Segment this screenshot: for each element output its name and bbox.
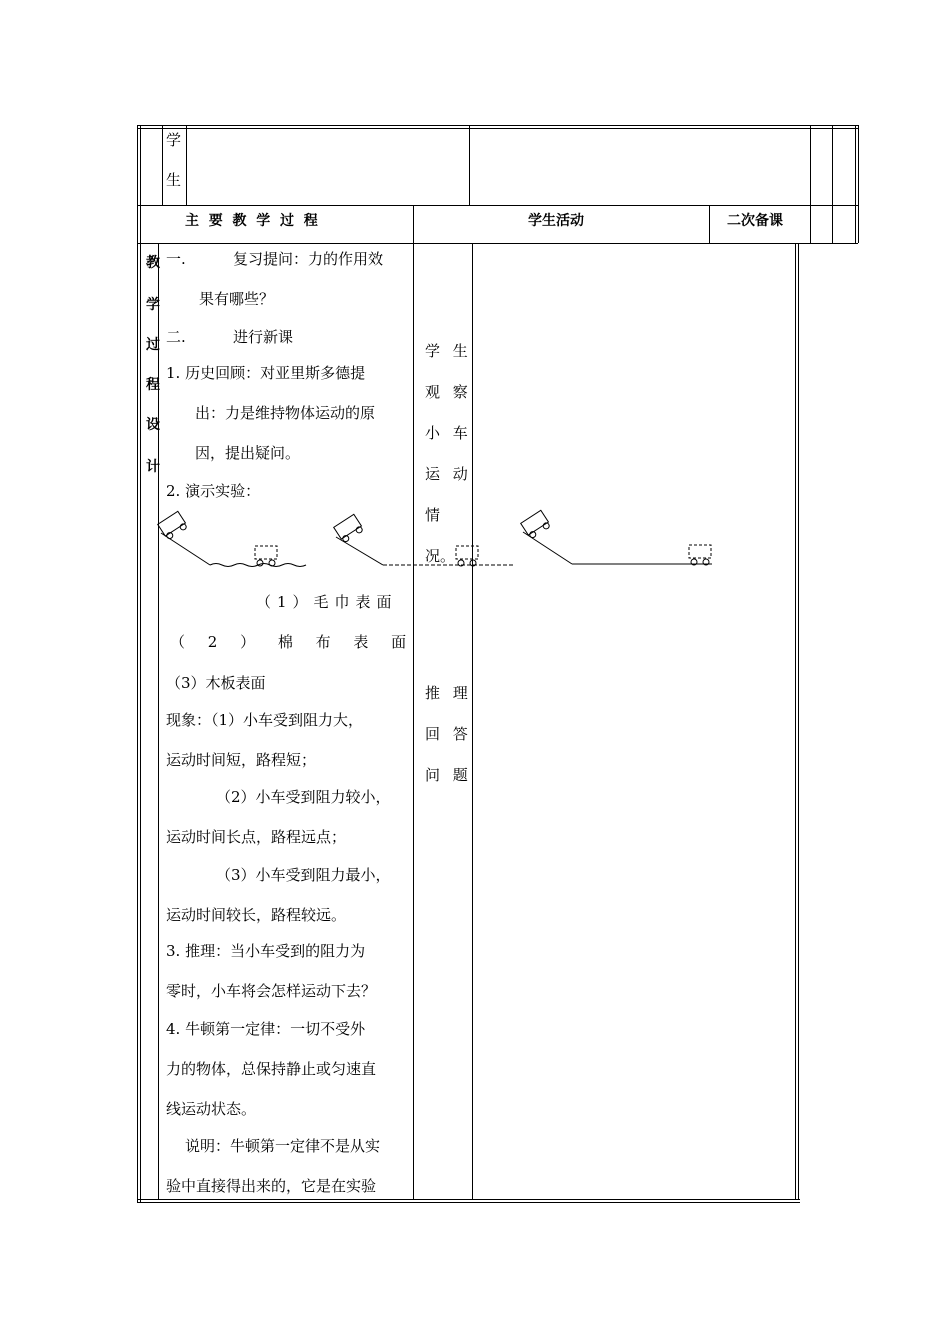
para-3: （2）小车受到阻力较小， xyxy=(216,788,391,806)
top-label-2: 生 xyxy=(166,171,182,189)
para-6: 运动时间较长，路程较远。 xyxy=(166,906,347,924)
student-b1: 推 理 xyxy=(425,684,472,702)
para-8: 零时，小车将会怎样运动下去？ xyxy=(166,982,377,1000)
para-11: 线运动状态。 xyxy=(166,1100,257,1118)
side-label-5: 计 xyxy=(146,459,160,475)
header-second-prep: 二次备课 xyxy=(727,213,783,229)
para-4: 运动时间长点，路程远点； xyxy=(166,828,347,846)
header-process: 主 要 教 学 过 程 xyxy=(185,213,318,229)
side-label-0: 教 xyxy=(146,255,160,271)
student-a4: 运 动 xyxy=(425,465,472,483)
side-label-4: 设 xyxy=(146,417,160,433)
side-label-1: 学 xyxy=(146,297,160,313)
student-b2: 回 答 xyxy=(425,725,472,743)
student-a5: 情 xyxy=(425,506,441,524)
line-5: 出：力是维持物体运动的原 xyxy=(195,404,376,422)
line-3-num: 二. xyxy=(166,328,186,346)
header-student-activity: 学生活动 xyxy=(528,213,584,229)
top-label-1: 学 xyxy=(166,131,182,149)
cart-1 xyxy=(158,511,188,540)
caption-3: （3）木板表面 xyxy=(166,674,266,692)
line-6: 因，提出疑问。 xyxy=(195,444,301,462)
student-b3: 问 题 xyxy=(425,766,472,784)
student-a6: 况。 xyxy=(425,547,456,565)
para-10: 力的物体，总保持静止或匀速直 xyxy=(166,1060,377,1078)
line-4: 1. 历史回顾：对亚里斯多德提 xyxy=(166,364,366,382)
line-1-num: 一. xyxy=(166,250,186,268)
caption-2: （ 2 ） 棉 布 表 面 xyxy=(170,633,416,651)
line-1-text: 复习提问：力的作用效 xyxy=(233,250,384,268)
student-a1: 学 生 xyxy=(425,342,472,360)
line-3-text: 进行新课 xyxy=(233,328,294,346)
para-7: 3. 推理：当小车受到的阻力为 xyxy=(166,942,366,960)
para-9: 4. 牛顿第一定律：一切不受外 xyxy=(166,1020,366,1038)
para-13: 验中直接得出来的，它是在实验 xyxy=(166,1177,377,1195)
line-2: 果有哪些？ xyxy=(199,290,275,308)
caption-1: （1）毛巾表面 xyxy=(256,593,398,611)
student-a3: 小 车 xyxy=(425,424,472,442)
para-2: 运动时间短，路程短； xyxy=(166,751,317,769)
line-7: 2. 演示实验： xyxy=(166,482,261,500)
student-a2: 观 察 xyxy=(425,383,472,401)
para-1: 现象：（1）小车受到阻力大， xyxy=(166,711,364,729)
side-label-2: 过 xyxy=(146,337,160,353)
para-12: 说明：牛顿第一定律不是从实 xyxy=(185,1137,381,1155)
side-label-3: 程 xyxy=(146,377,160,393)
para-5: （3）小车受到阻力最小， xyxy=(216,866,391,884)
cart-3 xyxy=(521,510,551,539)
